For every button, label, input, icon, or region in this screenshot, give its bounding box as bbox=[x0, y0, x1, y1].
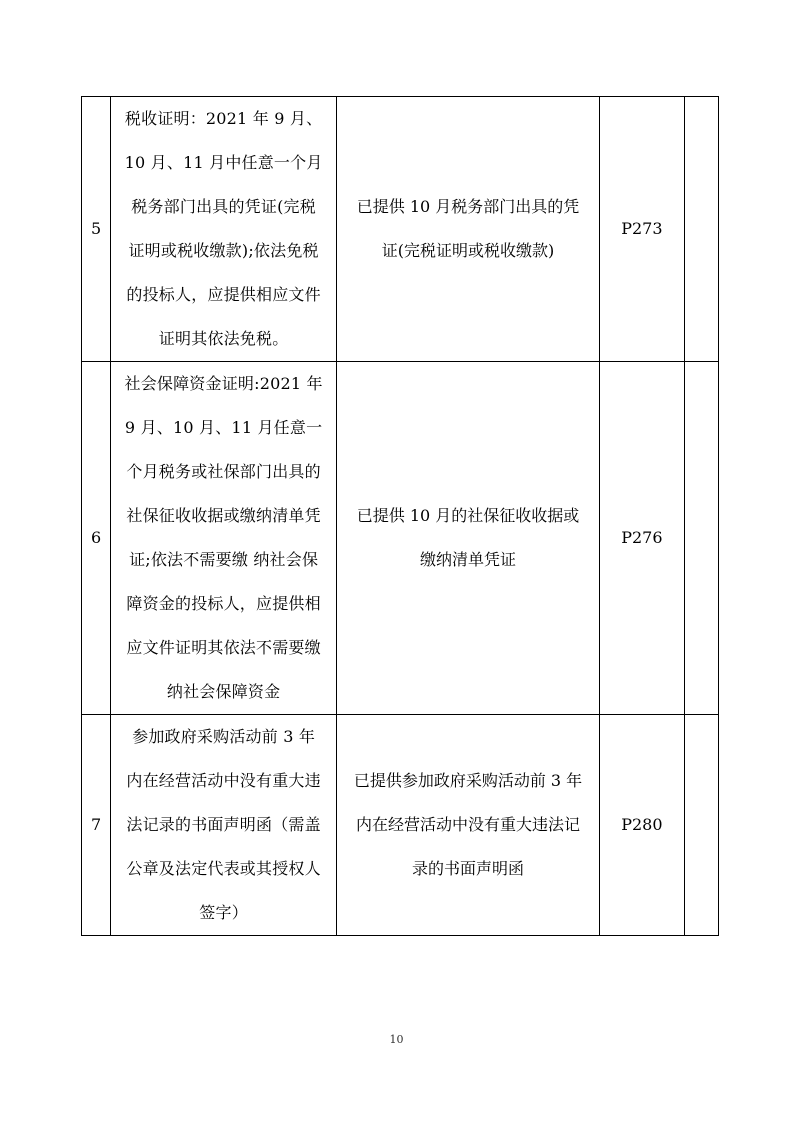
requirement-line: 社会保障资金证明:2021 年 bbox=[124, 374, 323, 393]
row-number: 5 bbox=[91, 219, 102, 238]
page-ref: P280 bbox=[621, 815, 663, 834]
response-line: 已提供 10 月的社保征收收据或 bbox=[356, 506, 580, 525]
requirement-cell bbox=[111, 362, 337, 715]
requirement-line: 证;依法不需要缴 纳社会保 bbox=[129, 550, 319, 569]
requirement-line: 公章及法定代表或其授权人 bbox=[126, 859, 321, 878]
row-number-cell bbox=[82, 715, 111, 936]
response-line: 已提供参加政府采购活动前 3 年 bbox=[353, 771, 583, 790]
requirement-line: 证明或税收缴款);依法免税 bbox=[128, 241, 319, 260]
requirement-line: 参加政府采购活动前 3 年 bbox=[132, 727, 316, 746]
response-line: 证(完税证明或税收缴款) bbox=[381, 241, 555, 260]
requirement-line: 障资金的投标人，应提供相 bbox=[126, 594, 321, 613]
response-line: 内在经营活动中没有重大违法记 bbox=[356, 815, 581, 834]
compliance-table bbox=[81, 96, 719, 936]
table-row bbox=[82, 362, 719, 715]
response-line: 已提供 10 月税务部门出具的凭 bbox=[356, 197, 580, 216]
requirement-line: 法记录的书面声明函（需盖 bbox=[126, 815, 321, 834]
requirement-line: 个月税务或社保部门出具的 bbox=[126, 462, 321, 481]
requirement-line: 税收证明：2021 年 9 月、 bbox=[124, 109, 323, 128]
requirement-line: 10 月、11 月中任意一个月 bbox=[124, 153, 323, 172]
remark-cell bbox=[684, 97, 718, 362]
requirement-line: 9 月、10 月、11 月任意一 bbox=[124, 418, 323, 437]
page-number: 10 bbox=[389, 1033, 404, 1046]
remark-cell bbox=[684, 715, 718, 936]
response-cell bbox=[336, 97, 599, 362]
remark-cell bbox=[684, 362, 718, 715]
row-number-cell bbox=[82, 97, 111, 362]
page-ref: P273 bbox=[621, 219, 663, 238]
response-line: 缴纳清单凭证 bbox=[420, 550, 517, 569]
requirement-line: 签字） bbox=[199, 903, 248, 922]
page-ref-cell bbox=[600, 362, 685, 715]
requirement-line: 内在经营活动中没有重大违 bbox=[126, 771, 321, 790]
response-line: 录的书面声明函 bbox=[412, 859, 525, 878]
response-cell bbox=[336, 362, 599, 715]
requirement-cell bbox=[111, 715, 337, 936]
table-row bbox=[82, 97, 719, 362]
requirement-line: 税务部门出具的凭证(完税 bbox=[131, 197, 316, 216]
requirement-line: 证明其依法免税。 bbox=[158, 329, 289, 348]
requirement-line: 的投标人，应提供相应文件 bbox=[126, 285, 321, 304]
page-ref-cell bbox=[600, 97, 685, 362]
row-number-cell bbox=[82, 362, 111, 715]
requirement-cell bbox=[111, 97, 337, 362]
requirement-line: 纳社会保障资金 bbox=[166, 682, 281, 701]
row-number: 7 bbox=[91, 815, 102, 834]
page-ref: P276 bbox=[621, 528, 663, 547]
requirement-line: 应文件证明其依法不需要缴 bbox=[126, 638, 321, 657]
requirement-line: 社保征收收据或缴纳清单凭 bbox=[126, 506, 321, 525]
table-row bbox=[82, 715, 719, 936]
page-ref-cell bbox=[600, 715, 685, 936]
response-cell bbox=[336, 715, 599, 936]
row-number: 6 bbox=[91, 528, 102, 547]
